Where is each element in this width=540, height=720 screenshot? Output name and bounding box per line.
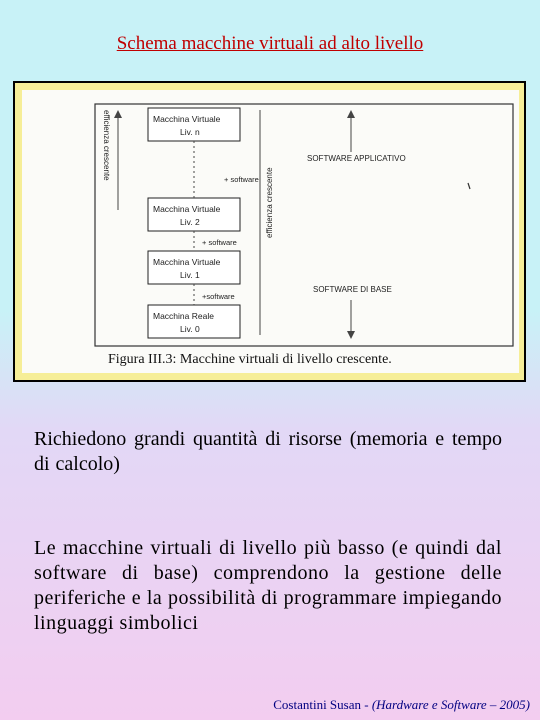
- footer: [273, 697, 530, 713]
- svg-text:Liv. 1: Liv. 1: [180, 270, 200, 280]
- svg-text:Macchina Virtuale: Macchina Virtuale: [153, 204, 221, 214]
- connector-label: +software: [202, 292, 235, 301]
- svg-text:Liv. 2: Liv. 2: [180, 217, 200, 227]
- machine-box-0: [148, 305, 240, 338]
- label-software-di-base: SOFTWARE DI BASE: [313, 285, 392, 294]
- footer-separator: -: [361, 697, 372, 712]
- connector-label: + software: [224, 175, 259, 184]
- paragraph-low-level: Le macchine virtuali di livello più basso (e quindi dal software di base) comprendono la gestione delle periferiche e la possibilità di programmare impiegando linguaggi simbolici: [34, 537, 502, 634]
- left-axis-label: efficienza crescente: [102, 110, 111, 181]
- slide-title: Schema macchine virtuali ad alto livello: [116, 33, 424, 54]
- machine-box-1: [148, 251, 240, 284]
- svg-text:Macchina Virtuale: Macchina Virtuale: [153, 114, 221, 124]
- footer-author: Costantini Susan: [273, 697, 361, 712]
- figure-scan: [22, 90, 519, 373]
- label-software-applicativo: SOFTWARE APPLICATIVO: [307, 154, 406, 163]
- paragraph-resources: Richiedono grandi quantità di risorse (memoria e tempo di calcolo): [34, 428, 502, 475]
- figure-caption: Figura III.3: Macchine virtuali di livello crescente.: [108, 352, 392, 367]
- virtual-machines-diagram: [22, 90, 519, 373]
- svg-text:Liv. 0: Liv. 0: [180, 324, 200, 334]
- footer-course: (Hardware e Software – 2005): [371, 697, 530, 712]
- machine-box-2: [148, 198, 240, 231]
- connector-label: + software: [202, 238, 237, 247]
- svg-text:Macchina Virtuale: Macchina Virtuale: [153, 257, 221, 267]
- svg-text:Liv. n: Liv. n: [180, 127, 200, 137]
- machine-box-n: [148, 108, 240, 141]
- svg-text:Macchina Reale: Macchina Reale: [153, 311, 214, 321]
- figure-frame: [13, 81, 526, 382]
- middle-axis-label: efficienza crescente: [265, 167, 274, 238]
